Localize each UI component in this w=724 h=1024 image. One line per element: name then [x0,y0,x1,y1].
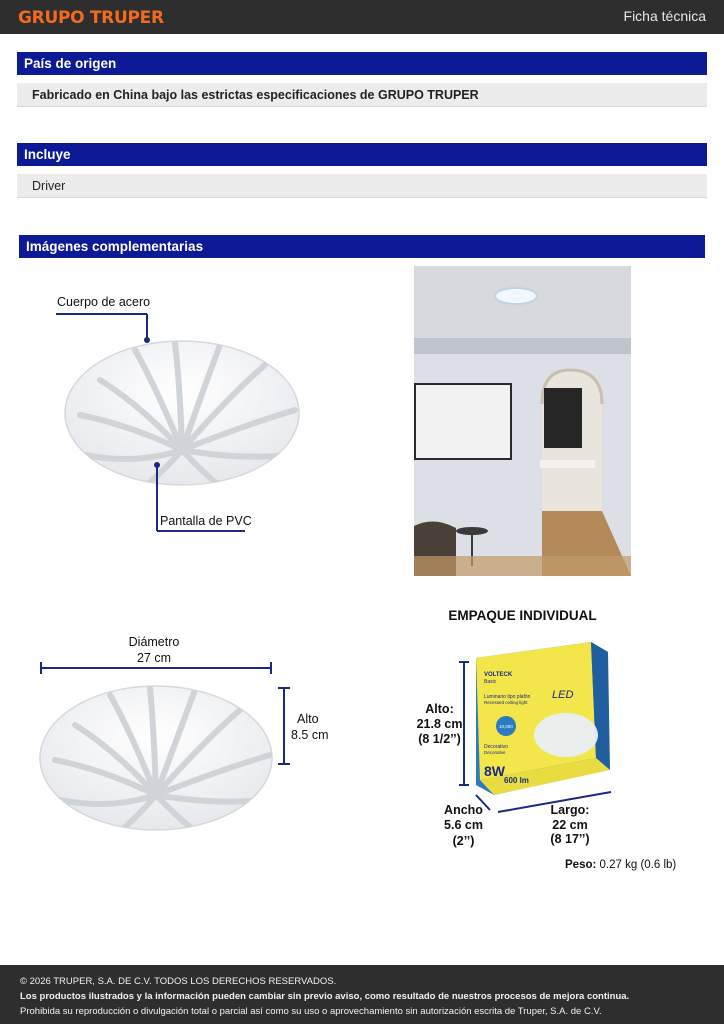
callout-shade-label: Pantalla de PVC [160,514,252,528]
callout-body-label: Cuerpo de acero [57,295,151,309]
package-largo-label: Largo: [550,803,590,817]
package-weight-label: Peso: [565,859,597,871]
section-header-origin: País de origen [17,52,707,75]
footer-copyright: © 2026 TRUPER, S.A. DE C.V. TODOS LOS DERECHOS RESERVADOS. [20,976,337,987]
document-type: Ficha técnica [623,8,706,24]
brand-logo: GRUPO TRUPER [18,8,164,28]
box-brand-text: VOLTECK [484,672,513,678]
box-led-text: LED [552,689,574,701]
height-label: Alto [297,712,319,726]
origin-text: Fabricado en China bajo las estrictas especificaciones de GRUPO TRUPER [17,83,707,107]
diameter-label: Diámetro [128,635,180,649]
footer-prohibition: Prohibida su reproducción o divulgación total o parcial así como su uso o aprovechamiento sin autorización escrita de Truper, S.A. de C.V. [20,1006,602,1017]
box-product-text: Luminario tipo plafón [484,694,531,700]
room-photo [414,266,631,576]
includes-text: Driver [17,174,707,198]
box-style-en-text: Decorative [484,750,506,755]
box-watts-text: 8W [484,763,505,779]
package-largo-inches: (8 17’’) [550,832,590,846]
package-ancho-label: Ancho [444,803,483,817]
dimensions-illustration [30,660,330,840]
package-alto-inches: (8 1/2’’) [418,732,461,746]
box-lumens-text: 600 lm [504,776,529,785]
package-weight-value: 0.27 kg (0.6 lb) [599,859,677,871]
package-alto-label: Alto: [425,702,454,716]
footer-notice: Los productos ilustrados y la información pueden cambiar sin previo aviso, como resultado de nuestros procesos de mejora continua. [20,991,630,1002]
section-header-includes: Incluye [17,143,707,166]
box-hours-text: 10,000 [499,724,513,729]
package-weight [565,859,676,871]
box-line-text: Basic [484,679,497,685]
box-style-text: Decorativo [484,744,508,750]
package-alto-value: 21.8 cm [416,717,463,731]
package-largo-value: 22 cm [552,818,588,832]
package-ancho-value: 5.6 cm [444,818,483,832]
package-ancho-inches: (2’’) [452,834,475,848]
height-value: 8.5 cm [291,728,329,742]
box-product-en-text: Recessed ceiling light [484,700,528,705]
section-header-images: Imágenes complementarias [19,235,705,258]
diameter-value: 27 cm [136,651,172,665]
top-bar [0,0,724,34]
footer [0,965,724,1024]
package-box-illustration [456,640,616,820]
product-callout-illustration [40,285,320,545]
package-title: EMPAQUE INDIVIDUAL [448,608,597,623]
